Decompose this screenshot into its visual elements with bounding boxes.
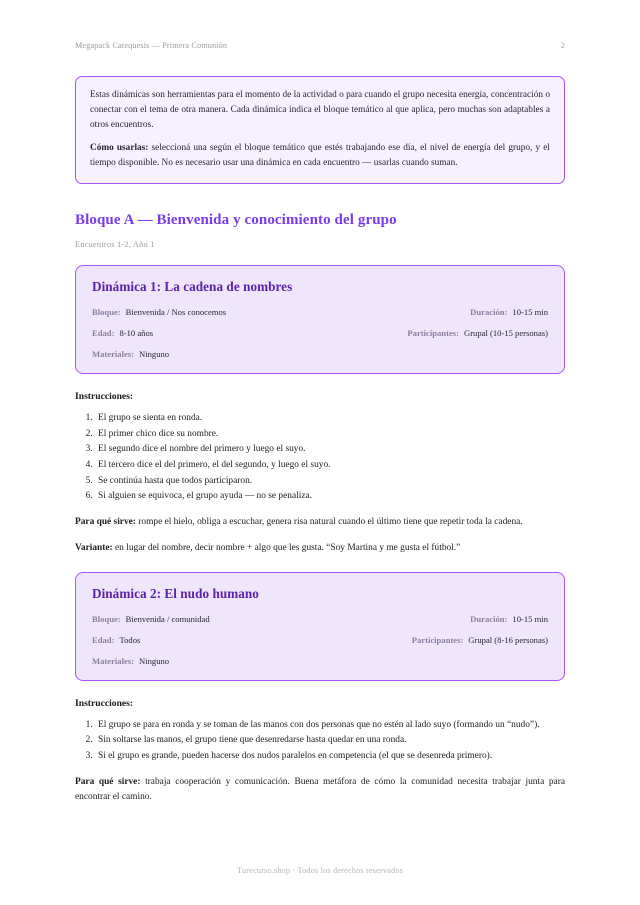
meta-materiales-label: Materiales: <box>92 655 134 666</box>
meta-edad <box>92 635 320 645</box>
meta-duracion <box>320 614 548 624</box>
list-item: 4. El tercero dice el del primero, el del segundo, y luego el suyo. <box>95 458 565 473</box>
section-heading: Bloque A — Bienvenida y conocimiento del grupo <box>75 212 397 229</box>
meta-duracion-value: 10-15 min <box>512 613 548 624</box>
card-title: Dinámica 1: La cadena de nombres <box>92 279 293 295</box>
list-item: 2. El primer chico dice su nombre. <box>95 427 565 442</box>
list-item: 3. Si el grupo es grande, pueden hacerse dos nudos paralelos en competencia (el que se desenreda primero). <box>95 749 565 764</box>
meta-participantes-label: Participantes: <box>407 328 459 339</box>
note-para-que-sirve <box>75 515 565 530</box>
dynamic-card <box>75 572 565 681</box>
list-item: 6. Si alguien se equivoca, el grupo ayuda — no se penaliza. <box>95 489 565 504</box>
instructions-title: Instrucciones: <box>75 697 134 709</box>
note-variante <box>75 541 565 556</box>
meta-bloque-value: Bienvenida / Nos conocemos <box>125 307 227 318</box>
meta-participantes-value: Grupal (10-15 personas) <box>463 328 548 339</box>
intro-paragraph-2 <box>90 141 550 171</box>
note-label: Variante: <box>75 542 113 553</box>
section-subtitle: Encuentros 1-2, Año 1 <box>75 240 155 250</box>
meta-bloque <box>92 614 320 624</box>
card-title: Dinámica 2: El nudo humano <box>92 585 259 601</box>
meta-edad-value: Todos <box>119 634 141 645</box>
meta-bloque-value: Bienvenida / comunidad <box>125 613 210 624</box>
meta-materiales-value: Ninguno <box>139 349 170 360</box>
meta-edad <box>92 328 320 338</box>
list-item: 2. Sin soltarse las manos, el grupo tiene que desenredarse hasta quedar en una ronda. <box>95 733 565 748</box>
meta-participantes-value: Grupal (8-16 personas) <box>468 634 548 645</box>
meta-bloque-label: Bloque: <box>92 613 121 624</box>
intro-paragraph-1: Estas dinámicas son herramientas para el momento de la actividad o para cuando el grupo necesita energía, concentración o conectar con el tema de otra manera. Cada dinámica indica el bloque temático al que aplica, pero muchas son adaptables a otros encuentros. <box>90 90 550 131</box>
meta-duracion-label: Duración: <box>470 307 508 318</box>
meta-participantes <box>320 328 548 338</box>
instructions-list <box>75 411 565 503</box>
meta-edad-label: Edad: <box>92 634 115 645</box>
meta-bloque <box>92 307 320 317</box>
dynamic-card <box>75 265 565 374</box>
list-item: 3. El segundo dice el nombre del primero y luego el suyo. <box>95 442 565 457</box>
running-header-title: Megapack Catequesis — Primera Comunión <box>75 41 228 50</box>
intro-paragraph-2-text: seleccioná una según el bloque temático que estés trabajando ese día, el nivel de energía del grupo, y el tiempo disponible. No es necesario usar una dinámica en cada encuentro — usarlas cuando suman. <box>90 143 551 169</box>
note-para-que-sirve <box>75 775 565 805</box>
note-label: Para qué sirve: <box>75 776 141 787</box>
intro-callout-box <box>75 76 565 184</box>
meta-duracion-label: Duración: <box>470 613 508 624</box>
list-item: 1. El grupo se sienta en ronda. <box>95 411 565 426</box>
meta-materiales-value: Ninguno <box>139 655 170 666</box>
card-meta-grid <box>92 307 548 359</box>
meta-duracion <box>320 307 548 317</box>
meta-edad-label: Edad: <box>92 328 115 339</box>
note-text: rompe el hielo, obliga a escuchar, genera risa natural cuando el último tiene que repetir toda la cadena. <box>135 516 523 527</box>
meta-edad-value: 8-10 años <box>119 328 154 339</box>
running-header <box>75 0 565 50</box>
meta-bloque-label: Bloque: <box>92 307 121 318</box>
note-text: trabaja cooperación y comunicación. Buena metáfora de cómo la comunidad necesita trabajar junta para encontrar el camino. <box>75 776 565 802</box>
instructions-title: Instrucciones: <box>75 391 134 403</box>
list-item: 5. Se continúa hasta que todos participaron. <box>95 474 565 489</box>
note-label: Para qué sirve: <box>75 516 136 527</box>
meta-materiales-label: Materiales: <box>92 349 134 360</box>
meta-materiales <box>92 349 548 359</box>
card-meta-grid <box>92 614 548 666</box>
meta-participantes <box>320 635 548 645</box>
list-item: 1. El grupo se para en ronda y se toman de las manos con dos personas que no estén al lado suyo (formando un “nudo”). <box>95 718 565 733</box>
meta-materiales <box>92 656 548 666</box>
meta-participantes-label: Participantes: <box>411 634 464 645</box>
note-text: en lugar del nombre, decir nombre + algo que les gusta. “Soy Martina y me gusta el fútbol.” <box>112 542 461 553</box>
meta-duracion-value: 10-15 min <box>512 307 548 318</box>
instructions-list <box>75 718 565 764</box>
page-number: 2 <box>560 41 565 50</box>
intro-paragraph-2-label: Cómo usarlas: <box>90 143 149 154</box>
page-footer: Turecurso.shop · Todos los derechos reservados <box>237 866 403 875</box>
